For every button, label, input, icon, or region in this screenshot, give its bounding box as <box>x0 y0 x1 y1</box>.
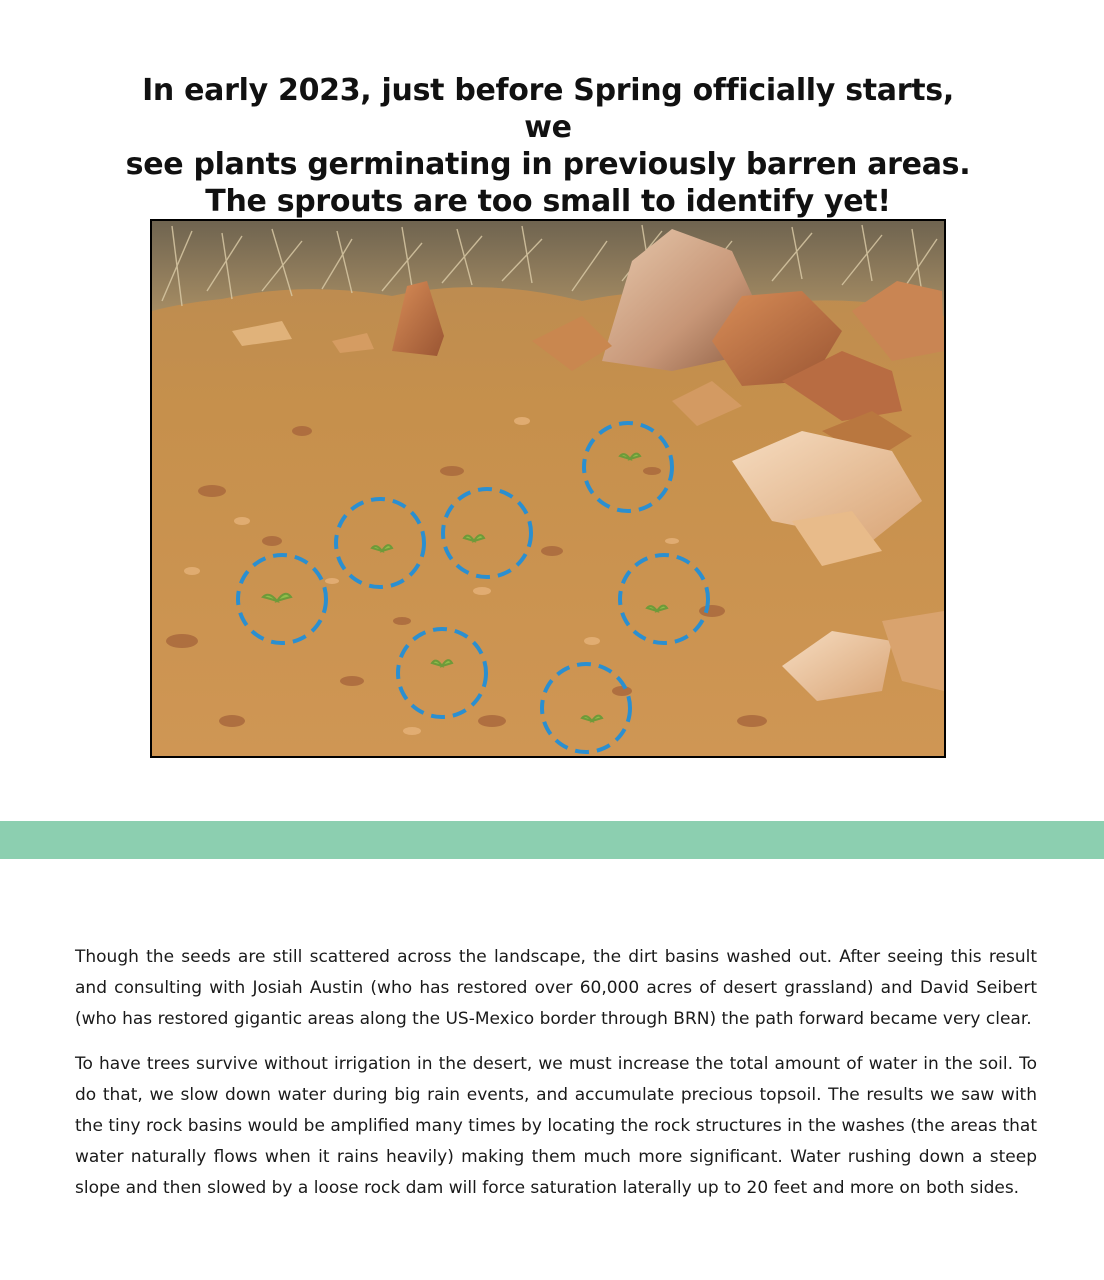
paragraph-2: To have trees survive without irrigation in the desert, we must increase the total amount of water in the soil. To do that, we slow down water during big rain events, and accumulate precious topsoil. The results we saw with the tiny rock basins would be amplified many times by locating the rock structures in the washes (the areas that water naturally flows when it rains heavily) making them much more significant. Water rushing down a steep slope and then slowed by a loose rock dam will force saturation laterally up to 20 feet and more on both sides. <box>75 1054 1037 1198</box>
heading-line-1: In early 2023, just before Spring officially starts, we <box>142 73 954 145</box>
section-divider <box>0 821 1104 859</box>
body-text <box>75 942 1037 1218</box>
sprouts-photo <box>150 219 946 758</box>
heading-line-2: see plants germinating in previously barren areas. <box>125 147 971 182</box>
sprouts-photo-illustration <box>152 221 944 756</box>
page-heading <box>120 72 976 220</box>
heading-line-3: The sprouts are too small to identify yet! <box>205 184 891 219</box>
paragraph-1: Though the seeds are still scattered across the landscape, the dirt basins washed out. After seeing this result and consulting with Josiah Austin (who has restored over 60,000 acres of desert grassland) and David Seibert (who has restored gigantic areas along the US-Mexico border through BRN) the path forward became very clear. <box>75 947 1037 1029</box>
